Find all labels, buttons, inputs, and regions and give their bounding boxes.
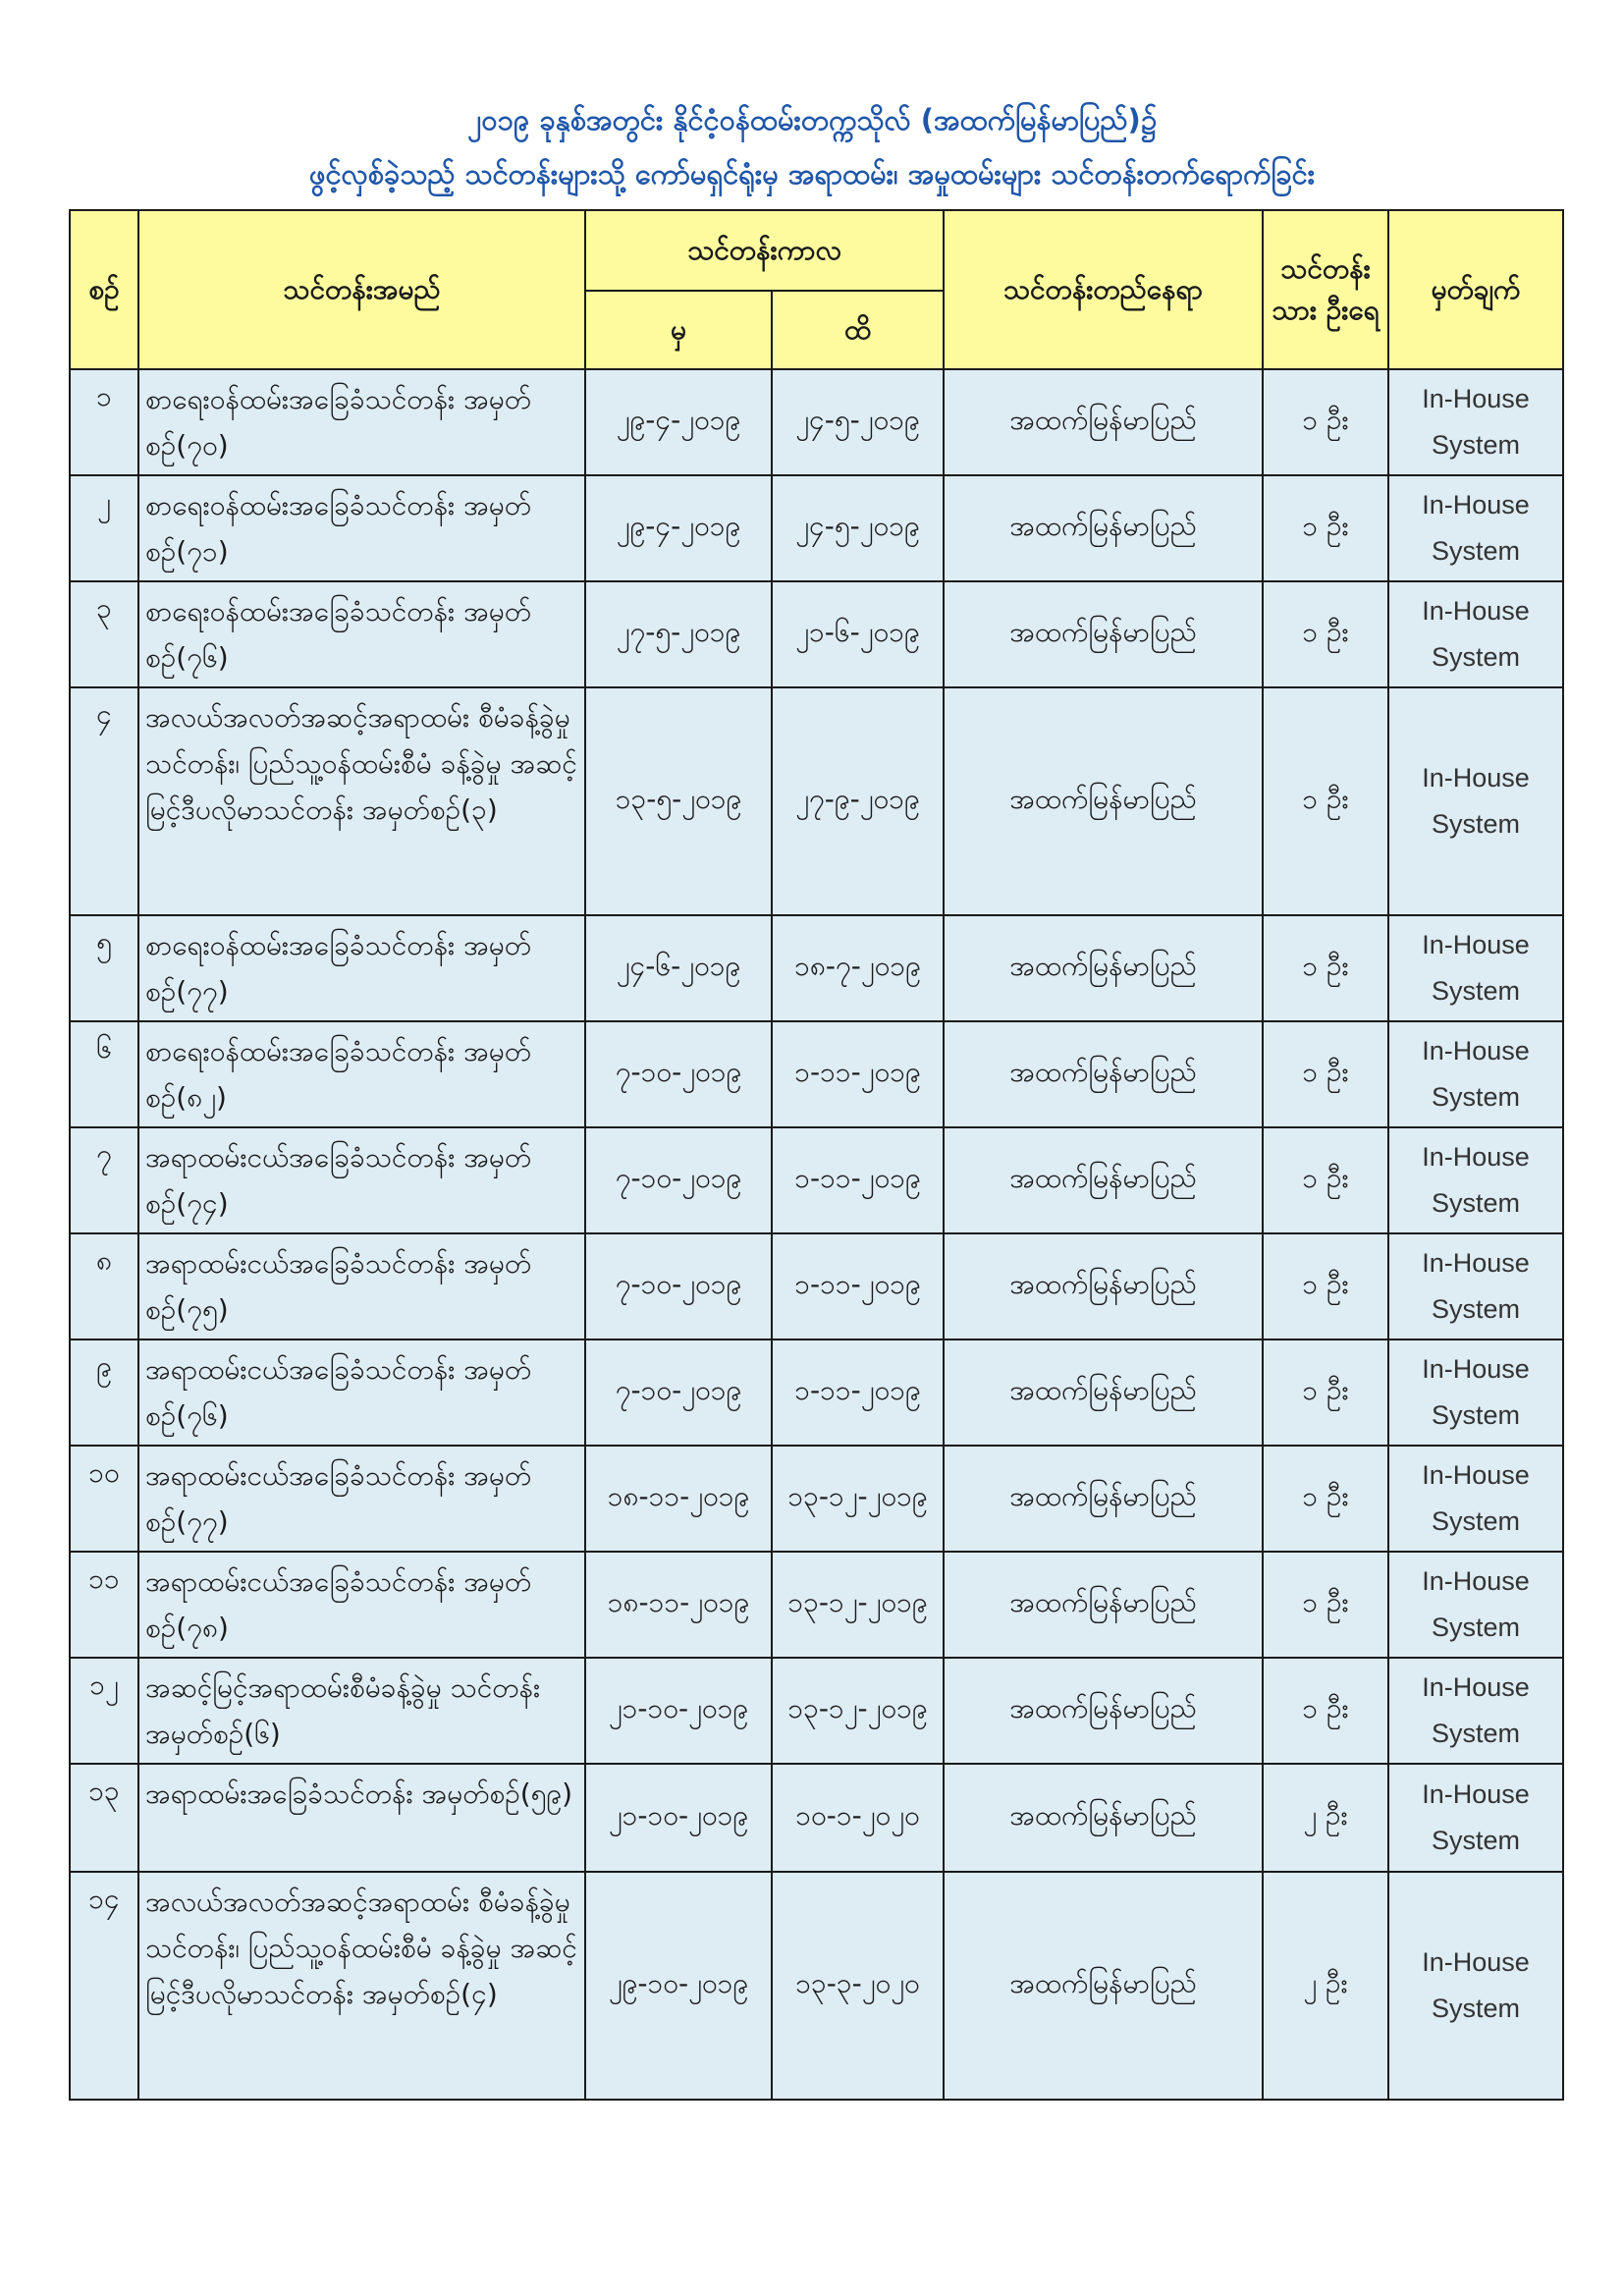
row-number: ၁၁ (70, 1552, 138, 1658)
document-title-line1: ၂၀၁၉ ခုနှစ်အတွင်း နိုင်ငံ့ဝန်ထမ်းတက္ကသိုလ် (အထက်မြန်မာပြည်)၌ (467, 103, 1157, 137)
date-to: ၂၇-၉-၂၀၁၉ (772, 687, 944, 915)
trainee-count: ၁ ဦး (1263, 915, 1388, 1021)
date-to: ၁-၁၁-၂၀၁၉ (772, 1233, 944, 1339)
table-row (70, 1339, 1563, 1446)
date-from: ၇-၁၀-၂၀၁၉ (585, 1127, 772, 1233)
header-location: သင်တန်းတည်နေရာ (944, 210, 1263, 369)
row-number: ၆ (70, 1021, 138, 1127)
course-name: အဆင့်မြင့်အရာထမ်းစီမံခန့်ခွဲမှု သင်တန်းအမှတ်စဉ်(၆) (138, 1658, 585, 1764)
date-from: ၂၁-၁၀-၂၀၁၉ (585, 1658, 772, 1764)
header-course-name: သင်တန်းအမည် (138, 210, 585, 369)
date-to: ၁-၁၁-၂၀၁၉ (772, 1339, 944, 1446)
row-number: ၄ (70, 687, 138, 915)
course-name: အရာထမ်းငယ်အခြေခံသင်တန်း အမှတ်စဉ်(၇၇) (138, 1446, 585, 1552)
row-number: ၁၃ (70, 1764, 138, 1872)
header-remarks: မှတ်ချက် (1388, 210, 1563, 369)
trainee-count: ၁ ဦး (1263, 1552, 1388, 1658)
trainee-count: ၁ ဦး (1263, 1233, 1388, 1339)
course-name: အရာထမ်းငယ်အခြေခံသင်တန်း အမှတ်စဉ်(၇၆) (138, 1339, 585, 1446)
remarks: In-House System (1388, 1127, 1563, 1233)
date-to: ၁၃-၃-၂၀၂၀ (772, 1872, 944, 2100)
header-from: မှ (585, 291, 772, 369)
table-row (70, 1021, 1563, 1127)
remarks: In-House System (1388, 1233, 1563, 1339)
course-location: အထက်မြန်မာပြည် (944, 1658, 1263, 1764)
row-number: ၅ (70, 915, 138, 1021)
course-location: အထက်မြန်မာပြည် (944, 1552, 1263, 1658)
row-number: ၇ (70, 1127, 138, 1233)
header-trainees: သင်တန်း သား ဦးရေ (1263, 210, 1388, 369)
trainee-count: ၂ ဦး (1263, 1872, 1388, 2100)
course-location: အထက်မြန်မာပြည် (944, 581, 1263, 687)
trainee-count: ၁ ဦး (1263, 1127, 1388, 1233)
date-from: ၂၉-၄-၂၀၁၉ (585, 475, 772, 581)
date-from: ၇-၁၀-၂၀၁၉ (585, 1339, 772, 1446)
course-name: စာရေးဝန်ထမ်းအခြေခံသင်တန်း အမှတ်စဉ်(၇၆) (138, 581, 585, 687)
date-to: ၁-၁၁-၂၀၁၉ (772, 1021, 944, 1127)
course-name: အရာထမ်းငယ်အခြေခံသင်တန်း အမှတ်စဉ်(၇၅) (138, 1233, 585, 1339)
course-name: အရာထမ်းအခြေခံသင်တန်း အမှတ်စဉ်(၅၉) (138, 1764, 585, 1872)
row-number: ၃ (70, 581, 138, 687)
course-name: စာရေးဝန်ထမ်းအခြေခံသင်တန်း အမှတ်စဉ်(၇၀) (138, 369, 585, 475)
date-from: ၁၈-၁၁-၂၀၁၉ (585, 1552, 772, 1658)
date-from: ၂၁-၁၀-၂၀၁၉ (585, 1764, 772, 1872)
date-from: ၂၄-၆-၂၀၁၉ (585, 915, 772, 1021)
trainee-count: ၁ ဦး (1263, 1658, 1388, 1764)
date-from: ၇-၁၀-၂၀၁၉ (585, 1233, 772, 1339)
date-from: ၁၃-၅-၂၀၁၉ (585, 687, 772, 915)
header-no: စဉ် (70, 210, 138, 369)
trainee-count: ၁ ဦး (1263, 1446, 1388, 1552)
date-to: ၁၀-၁-၂၀၂၀ (772, 1764, 944, 1872)
row-number: ၂ (70, 475, 138, 581)
remarks: In-House System (1388, 1872, 1563, 2100)
course-location: အထက်မြန်မာပြည် (944, 369, 1263, 475)
table-row (70, 1127, 1563, 1233)
table-row (70, 1658, 1563, 1764)
remarks: In-House System (1388, 687, 1563, 915)
trainee-count: ၁ ဦး (1263, 581, 1388, 687)
table-row (70, 687, 1563, 915)
table-row (70, 1764, 1563, 1872)
course-name: စာရေးဝန်ထမ်းအခြေခံသင်တန်း အမှတ်စဉ်(၈၂) (138, 1021, 585, 1127)
remarks: In-House System (1388, 475, 1563, 581)
course-location: အထက်မြန်မာပြည် (944, 1872, 1263, 2100)
table-row (70, 475, 1563, 581)
date-to: ၁၃-၁၂-၂၀၁၉ (772, 1658, 944, 1764)
table-row (70, 915, 1563, 1021)
remarks: In-House System (1388, 1339, 1563, 1446)
trainee-count: ၁ ဦး (1263, 687, 1388, 915)
table-row (70, 1446, 1563, 1552)
remarks: In-House System (1388, 1764, 1563, 1872)
course-location: အထက်မြန်မာပြည် (944, 1764, 1263, 1872)
course-location: အထက်မြန်မာပြည် (944, 1339, 1263, 1446)
trainee-count: ၁ ဦး (1263, 1339, 1388, 1446)
remarks: In-House System (1388, 581, 1563, 687)
row-number: ၁၀ (70, 1446, 138, 1552)
course-name: အလယ်အလတ်အဆင့်အရာထမ်း စီမံခန့်ခွဲမှုသင်တန်း၊ ပြည်သူ့ဝန်ထမ်းစီမံ ခန့်ခွဲမှု အဆင့်မြင့်ဒီပလိုမာသင်တန်း အမှတ်စဉ်(၃) (138, 687, 585, 915)
date-to: ၁၃-၁၂-၂၀၁၉ (772, 1552, 944, 1658)
row-number: ၁ (70, 369, 138, 475)
row-number: ၁၂ (70, 1658, 138, 1764)
table-row (70, 581, 1563, 687)
remarks: In-House System (1388, 1552, 1563, 1658)
remarks: In-House System (1388, 369, 1563, 475)
row-number: ၉ (70, 1339, 138, 1446)
trainee-count: ၁ ဦး (1263, 475, 1388, 581)
course-location: အထက်မြန်မာပြည် (944, 687, 1263, 915)
course-location: အထက်မြန်မာပြည် (944, 1127, 1263, 1233)
remarks: In-House System (1388, 1021, 1563, 1127)
trainee-count: ၂ ဦး (1263, 1764, 1388, 1872)
course-name: အရာထမ်းငယ်အခြေခံသင်တန်း အမှတ်စဉ်(၇၈) (138, 1552, 585, 1658)
course-location: အထက်မြန်မာပြည် (944, 915, 1263, 1021)
header-to: ထိ (772, 291, 944, 369)
document-title-line2: ဖွင့်လှစ်ခဲ့သည့် သင်တန်းများသို့ ကော်မရှင်ရုံးမှ အရာထမ်း၊ အမှုထမ်းများ သင်တန်းတက်ရောက်ခြင်း (308, 157, 1316, 191)
header-period: သင်တန်းကာလ (585, 210, 944, 291)
course-location: အထက်မြန်မာပြည် (944, 1233, 1263, 1339)
date-from: ၂၉-၄-၂၀၁၉ (585, 369, 772, 475)
date-to: ၂၄-၅-၂၀၁၉ (772, 369, 944, 475)
course-name: စာရေးဝန်ထမ်းအခြေခံသင်တန်း အမှတ်စဉ်(၇၁) (138, 475, 585, 581)
training-table (69, 209, 1564, 2101)
course-location: အထက်မြန်မာပြည် (944, 1446, 1263, 1552)
table-row (70, 1552, 1563, 1658)
date-from: ၂၇-၅-၂၀၁၉ (585, 581, 772, 687)
date-from: ၂၉-၁၀-၂၀၁၉ (585, 1872, 772, 2100)
course-name: အလယ်အလတ်အဆင့်အရာထမ်း စီမံခန့်ခွဲမှုသင်တန်း၊ ပြည်သူ့ဝန်ထမ်းစီမံ ခန့်ခွဲမှု အဆင့်မြင့်ဒီပလိုမာသင်တန်း အမှတ်စဉ်(၄) (138, 1872, 585, 2100)
remarks: In-House System (1388, 915, 1563, 1021)
date-to: ၁၃-၁၂-၂၀၁၉ (772, 1446, 944, 1552)
course-location: အထက်မြန်မာပြည် (944, 1021, 1263, 1127)
remarks: In-House System (1388, 1446, 1563, 1552)
course-location: အထက်မြန်မာပြည် (944, 475, 1263, 581)
remarks: In-House System (1388, 1658, 1563, 1764)
course-name: အရာထမ်းငယ်အခြေခံသင်တန်း အမှတ်စဉ်(၇၄) (138, 1127, 585, 1233)
table-row (70, 369, 1563, 475)
trainee-count: ၁ ဦး (1263, 1021, 1388, 1127)
table-row (70, 1233, 1563, 1339)
course-name: စာရေးဝန်ထမ်းအခြေခံသင်တန်း အမှတ်စဉ်(၇၇) (138, 915, 585, 1021)
trainee-count: ၁ ဦး (1263, 369, 1388, 475)
date-to: ၁-၁၁-၂၀၁၉ (772, 1127, 944, 1233)
date-to: ၂၄-၅-၂၀၁၉ (772, 475, 944, 581)
date-to: ၁၈-၇-၂၀၁၉ (772, 915, 944, 1021)
date-from: ၁၈-၁၁-၂၀၁၉ (585, 1446, 772, 1552)
row-number: ၈ (70, 1233, 138, 1339)
date-to: ၂၁-၆-၂၀၁၉ (772, 581, 944, 687)
date-from: ၇-၁၀-၂၀၁၉ (585, 1021, 772, 1127)
table-row (70, 1872, 1563, 2100)
row-number: ၁၄ (70, 1872, 138, 2100)
